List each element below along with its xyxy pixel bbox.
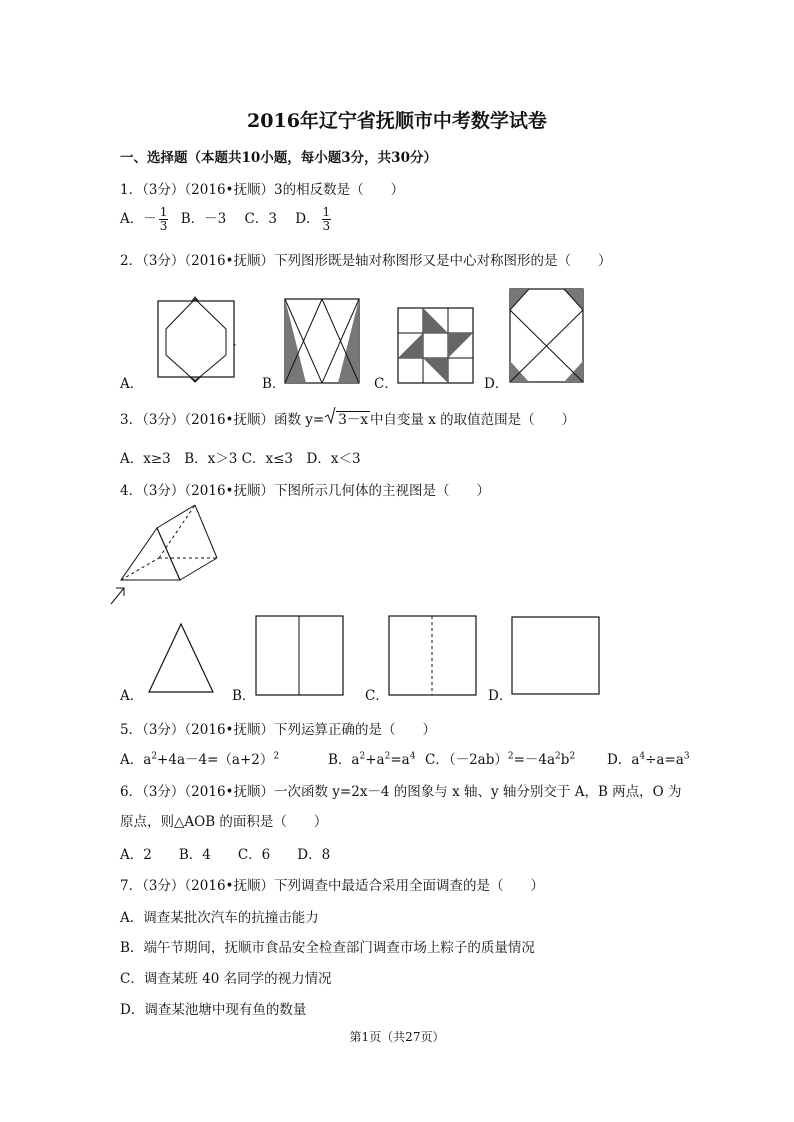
question-6-line-1: 6．（3分）（2016•抚顺）一次函数 y=2x－4 的图象与 x 轴、y 轴分别交于 A，B 两点，O 为 <box>120 784 682 800</box>
fraction-one-third: $\frac{1}{3}$ <box>159 205 168 233</box>
option-c: C．3 <box>244 211 277 227</box>
figure-2a-rotated-squares <box>145 285 245 385</box>
question-5-option-a: A．$a^2+4a-4=(a+2)^2$ <box>120 751 280 768</box>
figure-2c-pinwheel-grid <box>397 307 475 385</box>
figure-4b-rectangle-solid-line <box>255 615 345 697</box>
question-7-option-d: D．调查某池塘中现有鱼的数量 <box>120 1002 307 1018</box>
question-6-line-2: 原点，则△AOB 的面积是（ ） <box>120 814 328 830</box>
question-3-stem: 3．（3分）（2016•抚顺）函数 y= 3－x 中自变量 x 的取值范围是（ ） <box>120 408 575 428</box>
figure-2c-label: C． <box>374 376 398 392</box>
figure-4a-triangle <box>147 622 215 694</box>
question-1-options <box>120 206 333 233</box>
page-title: 2016年辽宁省抚顺市中考数学试卷 <box>247 110 547 132</box>
question-5-stem: 5．（3分）（2016•抚顺）下列运算正确的是（ ） <box>120 722 436 738</box>
figure-2d-rectangle-diagonals <box>509 288 585 384</box>
figure-4-triangular-prism <box>108 500 228 608</box>
figure-4b-label: B． <box>232 688 256 704</box>
question-7-stem: 7．（3分）（2016•抚顺）下列调查中最适合采用全面调查的是（ ） <box>120 878 544 894</box>
question-1-stem: 1．（3分）（2016•抚顺）3的相反数是（ ） <box>120 182 405 198</box>
fraction-one-third: $\frac{1}{3}$ <box>322 205 331 233</box>
question-7-option-a: A．调查某批次汽车的抗撞击能力 <box>120 910 319 926</box>
option-d-label: D． <box>295 211 320 227</box>
question-4-stem: 4．（3分）（2016•抚顺）下图所示几何体的主视图是（ ） <box>120 483 490 499</box>
figure-2b-triangles-square <box>284 298 360 384</box>
figure-2a-label: A． <box>120 376 144 392</box>
question-5-option-c: C．$(-2ab)^2=-4a^2b^2$ <box>425 751 576 768</box>
question-2-stem: 2．（3分）（2016•抚顺）下列图形既是轴对称图形又是中心对称图形的是（ ） <box>120 253 612 269</box>
figure-4c-rectangle-dashed-line <box>388 615 478 697</box>
figure-4a-label: A． <box>120 688 144 704</box>
question-7-option-c: C．调查某班 40 名同学的视力情况 <box>120 971 332 987</box>
figure-4d-label: D． <box>488 688 513 704</box>
figure-2b-label: B． <box>262 376 286 392</box>
question-7-option-b: B．端午节期间，抚顺市食品安全检查部门调查市场上粽子的质量情况 <box>120 940 535 956</box>
question-3-options: A．x≥3 B．x＞3 C．x≤3 D．x＜3 <box>120 451 361 467</box>
question-5-option-d: D．$a^4\div a=a^3$ <box>607 751 690 768</box>
figure-4d-rectangle <box>511 616 601 696</box>
option-a-label: A．－ <box>120 211 157 227</box>
figure-2d-label: D． <box>484 376 509 392</box>
square-root: 3－x <box>324 408 370 428</box>
section-heading: 一、选择题（本题共10小题，每小题3分，共30分） <box>120 150 437 166</box>
question-5-option-b: B．$a^2+a^2=a^4$ <box>328 751 416 768</box>
page-footer: 第1页（共27页） <box>349 1030 445 1044</box>
figure-4c-label: C． <box>365 688 389 704</box>
option-b: B．－3 <box>180 211 227 227</box>
question-6-options: A．2 B．4 C．6 D．8 <box>120 847 331 863</box>
